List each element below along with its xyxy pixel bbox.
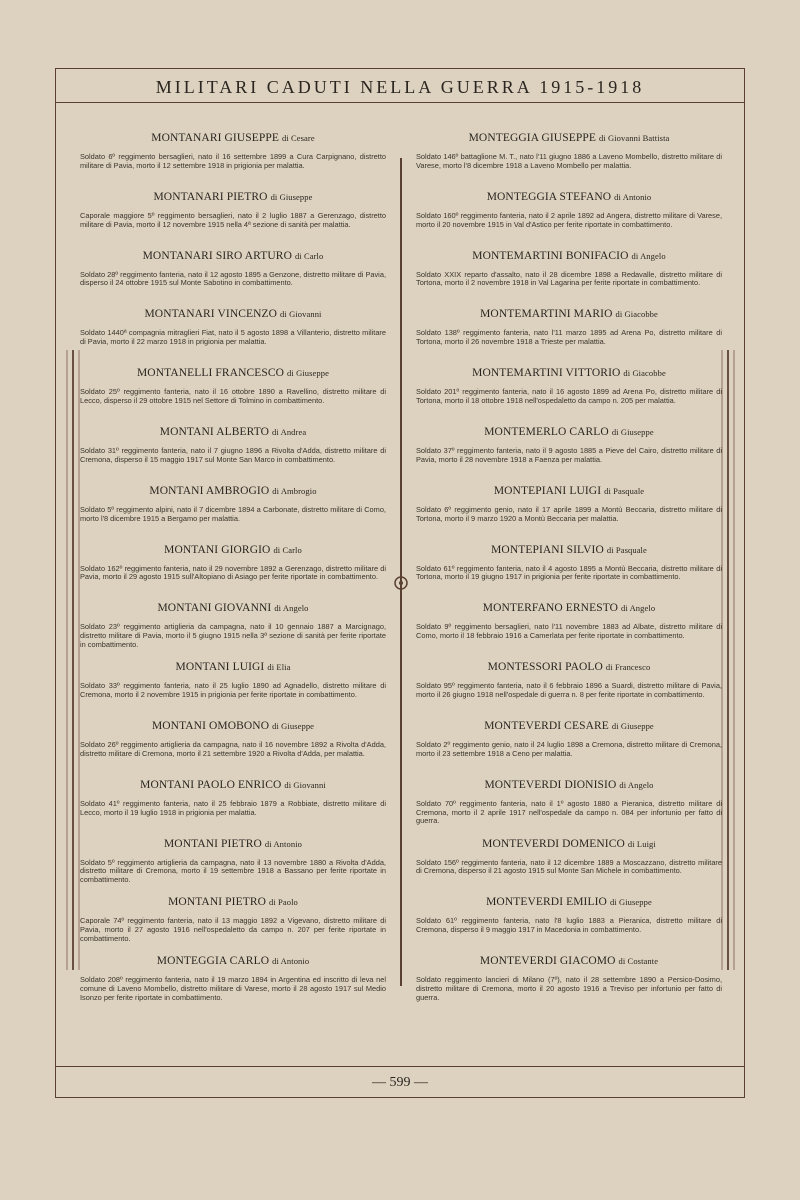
- right-column: [416, 132, 722, 1014]
- entry-text: Soldato 1440ª compagnia mitraglieri Fiat, nato il 5 agosto 1898 a Villanterio, distretto militare di Pavia, morto il 22 marzo 1918 in prigionia per malattia.: [80, 328, 386, 347]
- entry: [416, 720, 722, 779]
- entry-name: MONTANI OMOBONO di Giuseppe: [151, 719, 315, 732]
- entry-name: MONTANARI PIETRO di Giuseppe: [153, 190, 313, 203]
- entry-name: MONTEVERDI DOMENICO di Luigi: [482, 837, 656, 850]
- entry-text: Soldato 23º reggimento artiglieria da campagna, nato il 10 gennaio 1887 a Marcignago, distretto militare di Pavia, morto il 5 giugno 1915 nella 3ª sezione di sanità per ferite riportate in combattimento.: [80, 622, 386, 649]
- entry-name: MONTEVERDI EMILIO di Giuseppe: [486, 896, 652, 909]
- entry-name: MONTANARI VINCENZO di Giovanni: [144, 308, 322, 321]
- entry: [80, 250, 386, 309]
- entry-name: MONTANI PIETRO di Antonio: [163, 837, 303, 850]
- header-divider: [56, 102, 744, 103]
- entry: [80, 838, 386, 897]
- entry-text: Soldato XXIX reparto d'assalto, nato il 28 dicembre 1898 a Redavalle, distretto militare di Tortona, morto il 2 novembre 1918 in Val Lagarina per ferite riportate in combattimento.: [416, 269, 722, 288]
- entry-text: Caporale maggiore 5º reggimento bersaglieri, nato il 2 luglio 1887 a Gerenzago, distretto militare di Pavia, morto il 12 novembre 1915 nella 4ª sezione di sanità per malattia.: [80, 210, 386, 229]
- entry-text: Soldato 25º reggimento fanteria, nato il 16 ottobre 1890 a Ravellino, distretto militare di Lecco, disperso il 29 ottobre 1915 nel Settore di Tolmino in combattimento.: [80, 387, 386, 405]
- entry-text: Soldato 201º reggimento fanteria, nato il 16 agosto 1899 ad Arena Po, distretto militare di Tortona, morto il 18 ottobre 1918 nell'ospedaletto da campo n. 205 per malattia.: [416, 387, 722, 405]
- entry-text: Soldato 160º reggimento fanteria, nato il 2 aprile 1892 ad Angera, distretto militare di Varese, morto il 20 novembre 1915 in Val d'Astico per ferite riportate in combattimento.: [416, 210, 722, 229]
- entry: [416, 308, 722, 367]
- entry-text: Soldato 2º reggimento genio, nato il 24 luglio 1898 a Cremona, distretto militare di Cremona, morto il 23 settembre 1918 a Ceno per malattia.: [416, 739, 722, 758]
- entry-text: Soldato 6º reggimento genio, nato il 17 aprile 1899 a Montù Beccaria, distretto militare di Tortona, morto il 9 marzo 1920 a Montù Beccaria per malattia.: [416, 504, 722, 523]
- entry-name: MONTEMARTINI MARIO di Giacobbe: [480, 308, 658, 321]
- entry-name: MONTANI PAOLO ENRICO di Giovanni: [140, 778, 326, 791]
- entry-name: MONTEGGIA CARLO di Antonio: [156, 955, 310, 968]
- entry-name: MONTEMARTINI VITTORIO di Giacobbe: [472, 367, 666, 380]
- entry: [80, 779, 386, 838]
- left-column: [80, 132, 386, 1014]
- entry: [416, 779, 722, 838]
- page-title: MILITARI CADUTI NELLA GUERRA 1915-1918: [155, 77, 645, 97]
- entry-text: Caporale 74º reggimento fanteria, nato il 13 maggio 1892 a Vigevano, distretto militare di Pavia, morto il 27 agosto 1916 nell'ospedaletto da campo n. 207 per ferite riportate in combattimento.: [80, 916, 386, 943]
- entry-text: Soldato 5º reggimento alpini, nato il 7 dicembre 1894 a Carbonate, distretto militare di Como, morto l'8 dicembre 1915 a Bergamo per malattia.: [80, 504, 386, 523]
- entry-name: MONTESSORI PAOLO di Francesco: [487, 661, 651, 674]
- center-staff-ornament: [398, 158, 404, 986]
- entry: [80, 367, 386, 426]
- entry: [416, 250, 722, 309]
- entry: [80, 955, 386, 1014]
- entry: [416, 544, 722, 603]
- entry-text: Soldato 41º reggimento fanteria, nato il 25 febbraio 1879 a Robbiate, distretto militare di Lecco, morto il 19 luglio 1918 in prigionia per malattia.: [80, 798, 386, 817]
- entry-name: MONTEGGIA GIUSEPPE di Giovanni Battista: [468, 132, 670, 144]
- entry-text: Soldato 156º reggimento fanteria, nato il 12 dicembre 1889 a Moscazzano, distretto militare di Cremona, disperso il 21 agosto 1915 sul Monte San Michele in combattimento.: [416, 857, 722, 876]
- entry-name: MONTEVERDI GIACOMO di Costante: [479, 955, 659, 968]
- entry: [80, 485, 386, 544]
- entry: [80, 720, 386, 779]
- entry: [80, 661, 386, 720]
- entry-text: Soldato 28º reggimento fanteria, nato il 12 agosto 1895 a Genzone, distretto militare di Pavia, disperso il 24 ottobre 1915 sul Monte Sabotino in combattimento.: [80, 269, 386, 288]
- entry: [80, 602, 386, 661]
- entry-text: Soldato 61º reggimento fanteria, nato il 4 agosto 1895 a Montù Beccaria, distretto militare di Tortona, morto il 19 giugno 1917 in prigionia per ferite riportate in combattimento.: [416, 563, 722, 582]
- entry: [416, 661, 722, 720]
- footer-divider: [56, 1066, 744, 1067]
- entry: [416, 485, 722, 544]
- entry-text: Soldato 6º reggimento bersaglieri, nato il 16 settembre 1899 a Cura Carpignano, distretto militare di Pavia, morto il 12 settembre 1918 in prigionia per malattia.: [80, 152, 386, 170]
- entry: [416, 132, 722, 191]
- entry-name: MONTANI PIETRO di Paolo: [168, 896, 298, 909]
- entry-name: MONTEMERLO CARLO di Giuseppe: [484, 425, 654, 438]
- entry-text: Soldato 9º reggimento bersaglieri, nato l'11 novembre 1883 ad Albate, distretto militare di Como, morto il 18 febbraio 1916 a Camerlata per ferite riportate in combattimento.: [416, 622, 722, 641]
- entry-name: MONTEMARTINI BONIFACIO di Angelo: [472, 249, 666, 262]
- entry-name: MONTANI AMBROGIO di Ambrogio: [149, 484, 317, 497]
- entry-text: Soldato 162º reggimento fanteria, nato il 29 novembre 1892 a Gerenzago, distretto militare di Pavia, morto il 29 agosto 1915 sull'Altopiano di Asiago per ferite riportate in combattimento.: [80, 563, 386, 582]
- entry: [416, 838, 722, 897]
- entry: [80, 308, 386, 367]
- entry-name: MONTEGGIA STEFANO di Antonio: [486, 190, 652, 203]
- entry-text: Soldato reggimento lancieri di Milano (7º), nato il 28 settembre 1890 a Persico-Dosimo, distretto militare di Cremona, morto il 20 agosto 1916 a Treviso per infortunio per fatto di guerra.: [416, 975, 722, 1002]
- entry-name: MONTEPIANI SILVIO di Pasquale: [491, 543, 647, 556]
- entry-text: Soldato 70º reggimento fanteria, nato il 1º agosto 1880 a Pieranica, distretto militare di Cremona, morto il 2 aprile 1917 nell'ospedale da campo n. 084 per infortunio per fatto di guerra.: [416, 798, 722, 826]
- entry-text: Soldato 95º reggimento fanteria, nato il 6 febbraio 1896 a Suardi, distretto militare di Pavia, morto il 26 giugno 1918 nell'ospedale di guerra n. 8 per ferite riportate in combattimento.: [416, 681, 722, 699]
- entry: [416, 955, 722, 1014]
- entry: [416, 426, 722, 485]
- entry-name: MONTANELLI FRANCESCO di Giuseppe: [136, 367, 329, 380]
- entry-name: MONTANI ALBERTO di Andrea: [159, 425, 307, 438]
- entry-text: Soldato 26º reggimento artiglieria da campagna, nato il 16 novembre 1892 a Rivolta d'Adda, distretto militare di Cremona, morto il 21 settembre 1920 a Rivolta d'Adda, per malattia.: [80, 739, 386, 758]
- entry-text: Soldato 208º reggimento fanteria, nato il 19 marzo 1894 in Argentina ed inscritto di leva nel comune di Laveno Mombello, distretto militare di Varese, morto il 28 agosto 1917 sul Medio Isonzo per ferite riportate in combattimento.: [80, 975, 386, 1002]
- entry-name: MONTERFANO ERNESTO di Angelo: [482, 602, 656, 615]
- entry-name: MONTANI GIORGIO di Carlo: [164, 543, 302, 556]
- entry-name: MONTEPIANI LUIGI di Pasquale: [493, 484, 645, 497]
- entry-text: Soldato 37º reggimento fanteria, nato il 9 agosto 1885 a Pieve del Cairo, distretto militare di Pavia, morto il 28 novembre 1918 a Faenza per malattia.: [416, 445, 722, 464]
- entry: [416, 602, 722, 661]
- entry-name: MONTANARI SIRO ARTURO di Carlo: [142, 249, 324, 262]
- entry: [80, 191, 386, 250]
- entry: [416, 896, 722, 955]
- entry: [80, 896, 386, 955]
- entry-text: Soldato 33º reggimento fanteria, nato il 25 luglio 1890 ad Agnadello, distretto militare di Cremona, morto il 2 novembre 1915 in prigionia per ferite riportate in combattimento.: [80, 681, 386, 699]
- entry-name: MONTANARI GIUSEPPE di Cesare: [151, 132, 315, 144]
- entry: [80, 132, 386, 191]
- page-number: — 599 —: [372, 1075, 428, 1090]
- entry-text: Soldato 146º battaglione M. T., nato l'11 giugno 1886 a Laveno Mombello, distretto militare di Varese, morto l'8 dicembre 1918 a Laveno Mombello per malattia.: [416, 152, 722, 170]
- entry: [416, 191, 722, 250]
- entry-name: MONTANI LUIGI di Elia: [175, 661, 291, 674]
- entry: [80, 544, 386, 603]
- entry: [80, 426, 386, 485]
- entry: [416, 367, 722, 426]
- entry-text: Soldato 61º reggimento fanteria, nato l'8 luglio 1883 a Pieranica, distretto militare di Cremona, disperso il 9 maggio 1917 in Macedonia in combattimento.: [416, 916, 722, 935]
- entry-text: Soldato 31º reggimento fanteria, nato il 7 giugno 1896 a Rivolta d'Adda, distretto militare di Cremona, disperso il 15 maggio 1917 sul Monte San Marco in combattimento.: [80, 445, 386, 464]
- entry-name: MONTANI GIOVANNI di Angelo: [157, 602, 309, 615]
- entry-name: MONTEVERDI DIONISIO di Angelo: [484, 778, 654, 791]
- entry-name: MONTEVERDI CESARE di Giuseppe: [484, 719, 654, 732]
- entry-text: Soldato 5º reggimento artiglieria da campagna, nato il 13 novembre 1880 a Rivolta d'Adda, distretto militare di Cremona, morto il 19 settembre 1918 a Bassano per ferite riportate in combattimento.: [80, 857, 386, 885]
- entry-text: Soldato 138º reggimento fanteria, nato l'11 marzo 1895 ad Arena Po, distretto militare di Tortona, morto il 26 novembre 1918 a Trieste per malattia.: [416, 328, 722, 347]
